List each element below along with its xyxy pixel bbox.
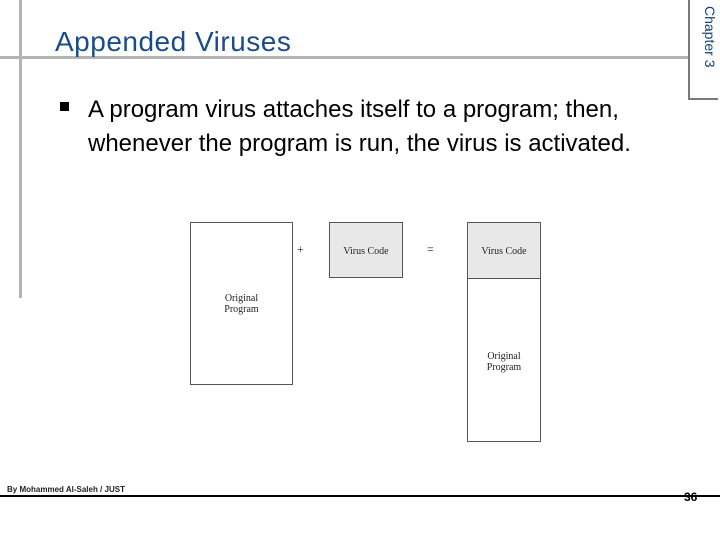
virus-code-box [329,222,403,278]
bullet-square-icon [60,102,69,111]
bullet-text: A program virus attaches itself to a program; then, whenever the program is run, the virus is activated. [88,96,631,157]
plus-sign: + [297,242,304,256]
chapter-tab [688,0,718,100]
equals-sign: = [427,242,434,256]
infected-virus-section [468,223,540,279]
infected-original-label: Original Program [486,351,522,373]
page-number: 36 [684,490,698,504]
infected-virus-label: Virus Code [481,246,527,257]
footer-divider [0,495,720,497]
appended-virus-diagram [190,220,550,445]
left-frame-line [19,0,22,298]
virus-code-label: Virus Code [343,246,389,257]
slide-title: Appended Viruses [55,26,292,57]
original-program-box [190,222,293,385]
original-program-label: Original Program [224,293,259,315]
chapter-label: Chapter 3 [702,6,718,68]
footer-credit: By Mohammed Al-Saleh / JUST [7,485,125,494]
infected-program-box [467,222,541,442]
